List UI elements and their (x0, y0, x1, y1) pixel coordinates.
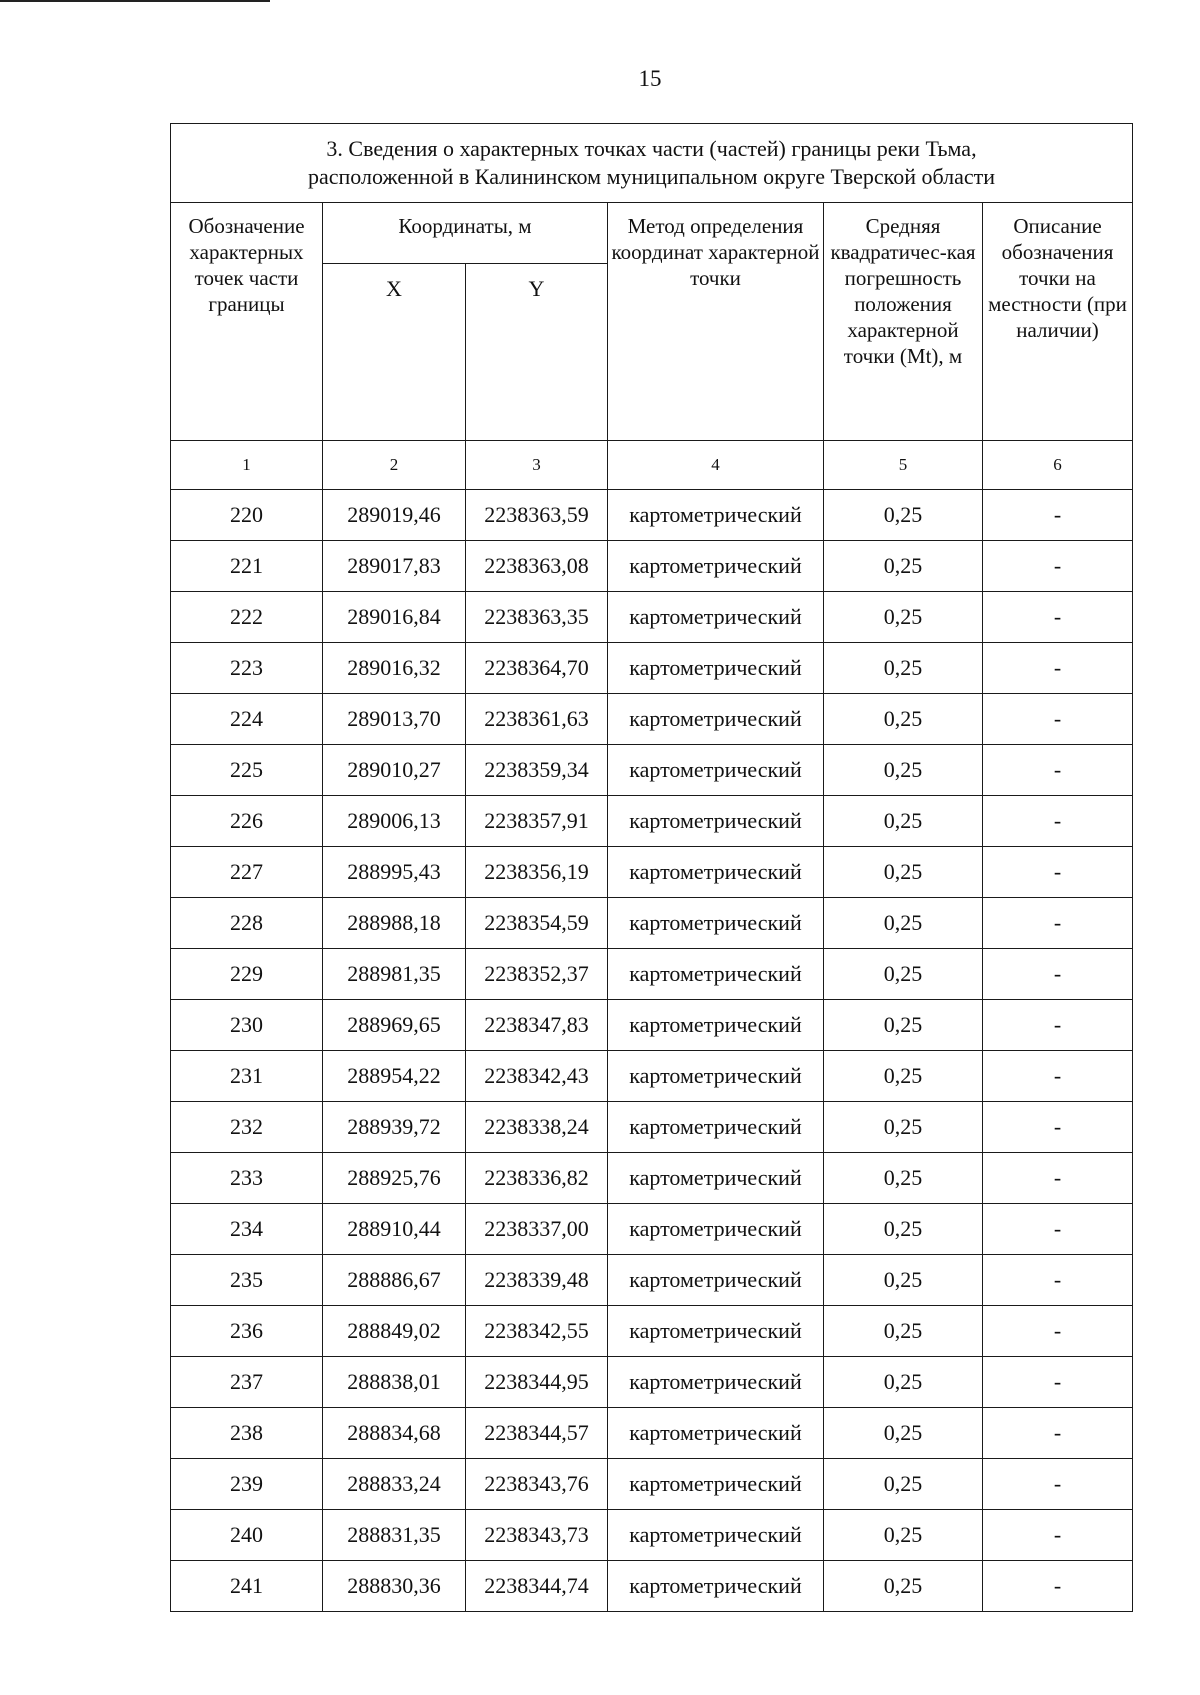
method-cell: картометрический (608, 949, 824, 1000)
description-cell: - (983, 949, 1133, 1000)
method-cell: картометрический (608, 694, 824, 745)
error-cell: 0,25 (824, 1357, 983, 1408)
point-id-cell: 230 (171, 1000, 323, 1051)
method-cell: картометрический (608, 1357, 824, 1408)
table-row (171, 1255, 1133, 1306)
x-coordinate-cell: 288981,35 (323, 949, 466, 1000)
table-title-row (171, 124, 1133, 203)
y-coordinate-cell: 2238363,35 (466, 592, 608, 643)
point-id-cell: 233 (171, 1153, 323, 1204)
method-cell: картометрический (608, 898, 824, 949)
table-row (171, 1459, 1133, 1510)
x-coordinate-cell: 288910,44 (323, 1204, 466, 1255)
table-row (171, 1408, 1133, 1459)
header-error: Средняя квадратичес-кая погрешность положения характерной точки (Mt), м (824, 203, 983, 441)
error-cell: 0,25 (824, 1561, 983, 1612)
table-row (171, 643, 1133, 694)
x-coordinate-cell: 289017,83 (323, 541, 466, 592)
point-id-cell: 226 (171, 796, 323, 847)
y-coordinate-cell: 2238361,63 (466, 694, 608, 745)
y-coordinate-cell: 2238342,55 (466, 1306, 608, 1357)
x-coordinate-cell: 288995,43 (323, 847, 466, 898)
error-cell: 0,25 (824, 1153, 983, 1204)
point-id-cell: 227 (171, 847, 323, 898)
error-cell: 0,25 (824, 745, 983, 796)
table-row (171, 1051, 1133, 1102)
page-number: 15 (638, 66, 662, 91)
table-title (171, 124, 1133, 203)
table-row (171, 796, 1133, 847)
method-cell: картометрический (608, 1102, 824, 1153)
description-cell: - (983, 694, 1133, 745)
table-row (171, 592, 1133, 643)
y-coordinate-cell: 2238363,08 (466, 541, 608, 592)
x-coordinate-cell: 288830,36 (323, 1561, 466, 1612)
y-coordinate-cell: 2238363,59 (466, 490, 608, 541)
y-coordinate-cell: 2238336,82 (466, 1153, 608, 1204)
table-row (171, 745, 1133, 796)
description-cell: - (983, 898, 1133, 949)
y-coordinate-cell: 2238339,48 (466, 1255, 608, 1306)
table-row (171, 949, 1133, 1000)
table-row (171, 1204, 1133, 1255)
y-coordinate-cell: 2238357,91 (466, 796, 608, 847)
characteristic-points-table (170, 123, 1133, 1612)
point-id-cell: 224 (171, 694, 323, 745)
method-cell: картометрический (608, 847, 824, 898)
error-cell: 0,25 (824, 1510, 983, 1561)
point-id-cell: 225 (171, 745, 323, 796)
y-coordinate-cell: 2238347,83 (466, 1000, 608, 1051)
error-cell: 0,25 (824, 541, 983, 592)
y-coordinate-cell: 2238356,19 (466, 847, 608, 898)
x-coordinate-cell: 288833,24 (323, 1459, 466, 1510)
x-coordinate-cell: 288988,18 (323, 898, 466, 949)
x-coordinate-cell: 288939,72 (323, 1102, 466, 1153)
x-coordinate-cell: 289006,13 (323, 796, 466, 847)
column-number: 5 (824, 441, 983, 490)
description-cell: - (983, 1204, 1133, 1255)
point-id-cell: 229 (171, 949, 323, 1000)
table-row (171, 1510, 1133, 1561)
description-cell: - (983, 745, 1133, 796)
point-id-cell: 239 (171, 1459, 323, 1510)
y-coordinate-cell: 2238342,43 (466, 1051, 608, 1102)
description-cell: - (983, 1561, 1133, 1612)
description-cell: - (983, 796, 1133, 847)
table-title-line-2: расположенной в Калининском муниципальном округе Тверской области (307, 164, 996, 189)
error-cell: 0,25 (824, 1000, 983, 1051)
point-id-cell: 238 (171, 1408, 323, 1459)
table-title-line-1: 3. Сведения о характерных точках части (частей) границы реки Тьма, (326, 136, 977, 161)
table-row (171, 847, 1133, 898)
y-coordinate-cell: 2238343,76 (466, 1459, 608, 1510)
description-cell: - (983, 1051, 1133, 1102)
point-id-cell: 231 (171, 1051, 323, 1102)
error-cell: 0,25 (824, 643, 983, 694)
table-row (171, 541, 1133, 592)
table-row (171, 898, 1133, 949)
point-id-cell: 240 (171, 1510, 323, 1561)
error-cell: 0,25 (824, 898, 983, 949)
method-cell: картометрический (608, 1153, 824, 1204)
method-cell: картометрический (608, 592, 824, 643)
method-cell: картометрический (608, 643, 824, 694)
y-coordinate-cell: 2238344,95 (466, 1357, 608, 1408)
y-coordinate-cell: 2238359,34 (466, 745, 608, 796)
table-row (171, 1102, 1133, 1153)
y-coordinate-cell: 2238354,59 (466, 898, 608, 949)
x-coordinate-cell: 288925,76 (323, 1153, 466, 1204)
header-description: Описание обозначения точки на местности (при наличии) (983, 203, 1133, 441)
description-cell: - (983, 1408, 1133, 1459)
y-coordinate-cell: 2238338,24 (466, 1102, 608, 1153)
table-row (171, 1000, 1133, 1051)
error-cell: 0,25 (824, 1204, 983, 1255)
method-cell: картометрический (608, 1204, 824, 1255)
x-coordinate-cell: 289013,70 (323, 694, 466, 745)
table-row (171, 694, 1133, 745)
x-coordinate-cell: 288969,65 (323, 1000, 466, 1051)
point-id-cell: 221 (171, 541, 323, 592)
table-row (171, 1153, 1133, 1204)
error-cell: 0,25 (824, 847, 983, 898)
method-cell: картометрический (608, 1459, 824, 1510)
description-cell: - (983, 1510, 1133, 1561)
x-coordinate-cell: 289016,84 (323, 592, 466, 643)
method-cell: картометрический (608, 1255, 824, 1306)
description-cell: - (983, 1102, 1133, 1153)
description-cell: - (983, 1255, 1133, 1306)
description-cell: - (983, 847, 1133, 898)
description-cell: - (983, 1459, 1133, 1510)
x-coordinate-cell: 288849,02 (323, 1306, 466, 1357)
y-coordinate-cell: 2238343,73 (466, 1510, 608, 1561)
point-id-cell: 241 (171, 1561, 323, 1612)
method-cell: картометрический (608, 1051, 824, 1102)
description-cell: - (983, 490, 1133, 541)
error-cell: 0,25 (824, 592, 983, 643)
y-coordinate-cell: 2238364,70 (466, 643, 608, 694)
table-row (171, 490, 1133, 541)
point-id-cell: 236 (171, 1306, 323, 1357)
y-coordinate-cell: 2238337,00 (466, 1204, 608, 1255)
method-cell: картометрический (608, 1306, 824, 1357)
method-cell: картометрический (608, 1408, 824, 1459)
error-cell: 0,25 (824, 1051, 983, 1102)
column-number-row (171, 441, 1133, 490)
x-coordinate-cell: 288954,22 (323, 1051, 466, 1102)
error-cell: 0,25 (824, 1408, 983, 1459)
scan-edge-mark (0, 0, 270, 2)
point-id-cell: 223 (171, 643, 323, 694)
method-cell: картометрический (608, 745, 824, 796)
column-number: 2 (323, 441, 466, 490)
point-id-cell: 237 (171, 1357, 323, 1408)
y-coordinate-cell: 2238344,57 (466, 1408, 608, 1459)
error-cell: 0,25 (824, 1102, 983, 1153)
x-coordinate-cell: 289010,27 (323, 745, 466, 796)
header-coordinates: Координаты, м (323, 203, 608, 264)
point-id-cell: 235 (171, 1255, 323, 1306)
point-id-cell: 234 (171, 1204, 323, 1255)
method-cell: картометрический (608, 490, 824, 541)
description-cell: - (983, 1306, 1133, 1357)
error-cell: 0,25 (824, 949, 983, 1000)
point-id-cell: 220 (171, 490, 323, 541)
header-method: Метод определения координат характерной точки (608, 203, 824, 441)
header-y: Y (466, 264, 608, 441)
header-row (171, 203, 1133, 264)
error-cell: 0,25 (824, 694, 983, 745)
x-coordinate-cell: 288838,01 (323, 1357, 466, 1408)
method-cell: картометрический (608, 796, 824, 847)
column-number: 3 (466, 441, 608, 490)
y-coordinate-cell: 2238352,37 (466, 949, 608, 1000)
table-row (171, 1561, 1133, 1612)
x-coordinate-cell: 288886,67 (323, 1255, 466, 1306)
error-cell: 0,25 (824, 1306, 983, 1357)
column-number: 6 (983, 441, 1133, 490)
header-x: X (323, 264, 466, 441)
column-number: 4 (608, 441, 824, 490)
column-number: 1 (171, 441, 323, 490)
error-cell: 0,25 (824, 490, 983, 541)
table-row (171, 1357, 1133, 1408)
description-cell: - (983, 592, 1133, 643)
table-row (171, 1306, 1133, 1357)
x-coordinate-cell: 288831,35 (323, 1510, 466, 1561)
x-coordinate-cell: 289019,46 (323, 490, 466, 541)
method-cell: картометрический (608, 1561, 824, 1612)
method-cell: картометрический (608, 1000, 824, 1051)
header-designation: Обозначение характерных точек части границы (171, 203, 323, 441)
method-cell: картометрический (608, 541, 824, 592)
point-id-cell: 232 (171, 1102, 323, 1153)
error-cell: 0,25 (824, 1459, 983, 1510)
method-cell: картометрический (608, 1510, 824, 1561)
point-id-cell: 228 (171, 898, 323, 949)
description-cell: - (983, 1153, 1133, 1204)
description-cell: - (983, 541, 1133, 592)
x-coordinate-cell: 288834,68 (323, 1408, 466, 1459)
description-cell: - (983, 1000, 1133, 1051)
point-id-cell: 222 (171, 592, 323, 643)
error-cell: 0,25 (824, 796, 983, 847)
x-coordinate-cell: 289016,32 (323, 643, 466, 694)
error-cell: 0,25 (824, 1255, 983, 1306)
description-cell: - (983, 1357, 1133, 1408)
description-cell: - (983, 643, 1133, 694)
y-coordinate-cell: 2238344,74 (466, 1561, 608, 1612)
